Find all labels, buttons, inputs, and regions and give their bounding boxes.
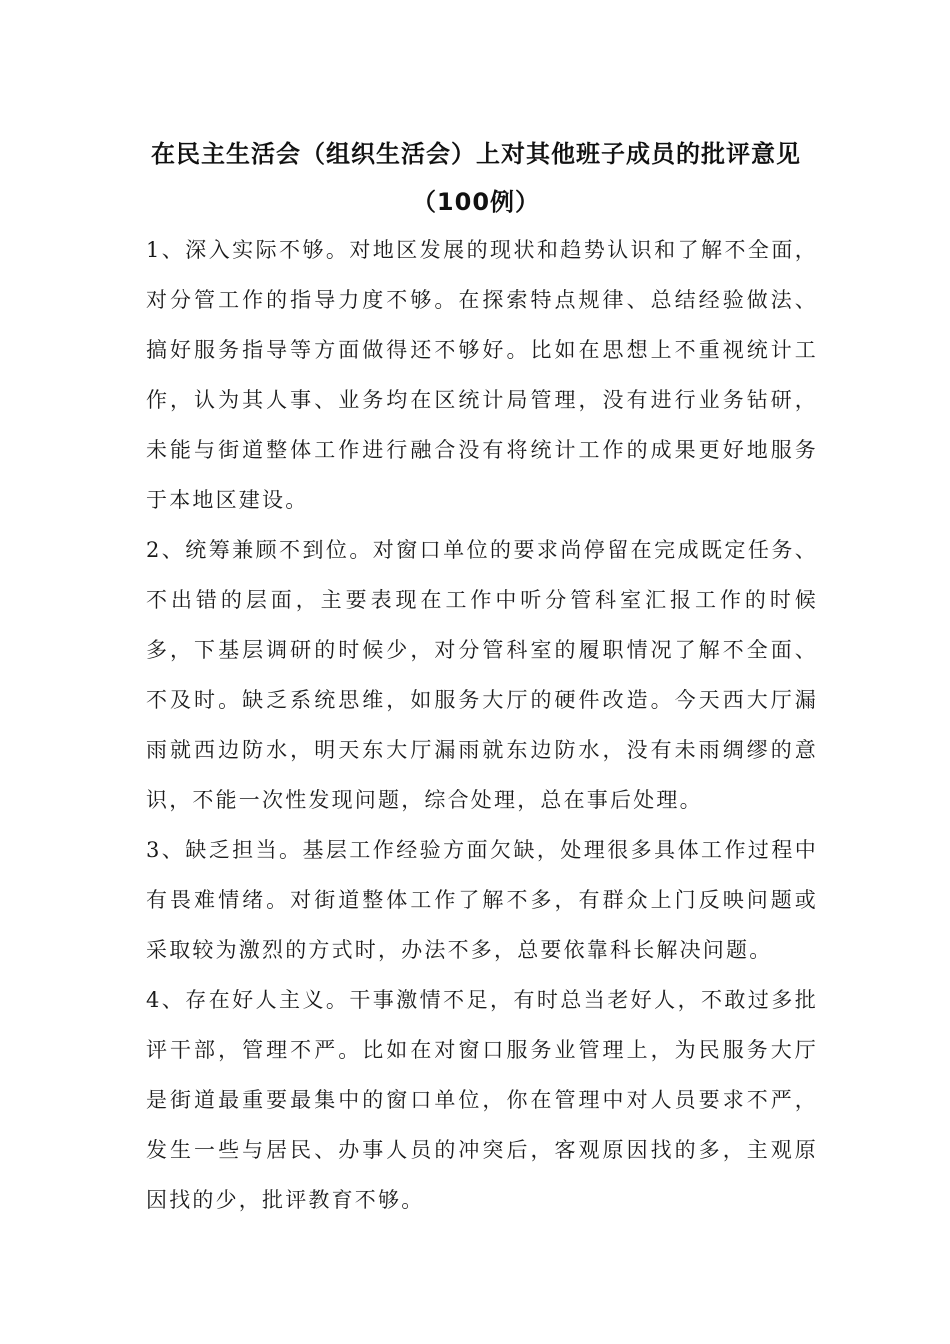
document-body: [146, 225, 818, 1225]
paragraph-3: 3、缺乏担当。基层工作经验方面欠缺，处理很多具体工作过程中有畏难情绪。对街道整体工作了解不多，有群众上门反映问题或采取较为激烈的方式时，办法不多，总要依靠科长解决问题。: [146, 838, 818, 962]
paragraph-1: 1、深入实际不够。对地区发展的现状和趋势认识和了解不全面，对分管工作的指导力度不够。在探索特点规律、总结经验做法、搞好服务指导等方面做得还不够好。比如在思想上不重视统计工作，认为其人事、业务均在区统计局管理，没有进行业务钻研，未能与街道整体工作进行融合没有将统计工作的成果更好地服务于本地区建设。: [146, 238, 818, 512]
document-title: 在民主生活会（组织生活会）上对其他班子成员的批评意见（100例）: [151, 140, 801, 216]
paragraph-2: 2、统筹兼顾不到位。对窗口单位的要求尚停留在完成既定任务、不出错的层面，主要表现在工作中听分管科室汇报工作的时候多，下基层调研的时候少，对分管科室的履职情况了解不全面、不及时。缺乏系统思维，如服务大厅的硬件改造。今天西大厅漏雨就西边防水，明天东大厅漏雨就东边防水，没有未雨绸缪的意识，不能一次性发现问题，综合处理，总在事后处理。: [146, 538, 818, 812]
paragraph-4: 4、存在好人主义。干事激情不足，有时总当老好人，不敢过多批评干部，管理不严。比如在对窗口服务业管理上，为民服务大厅是街道最重要最集中的窗口单位，你在管理中对人员要求不严，发生一些与居民、办事人员的冲突后，客观原因找的多，主观原因找的少，批评教育不够。: [146, 988, 818, 1212]
